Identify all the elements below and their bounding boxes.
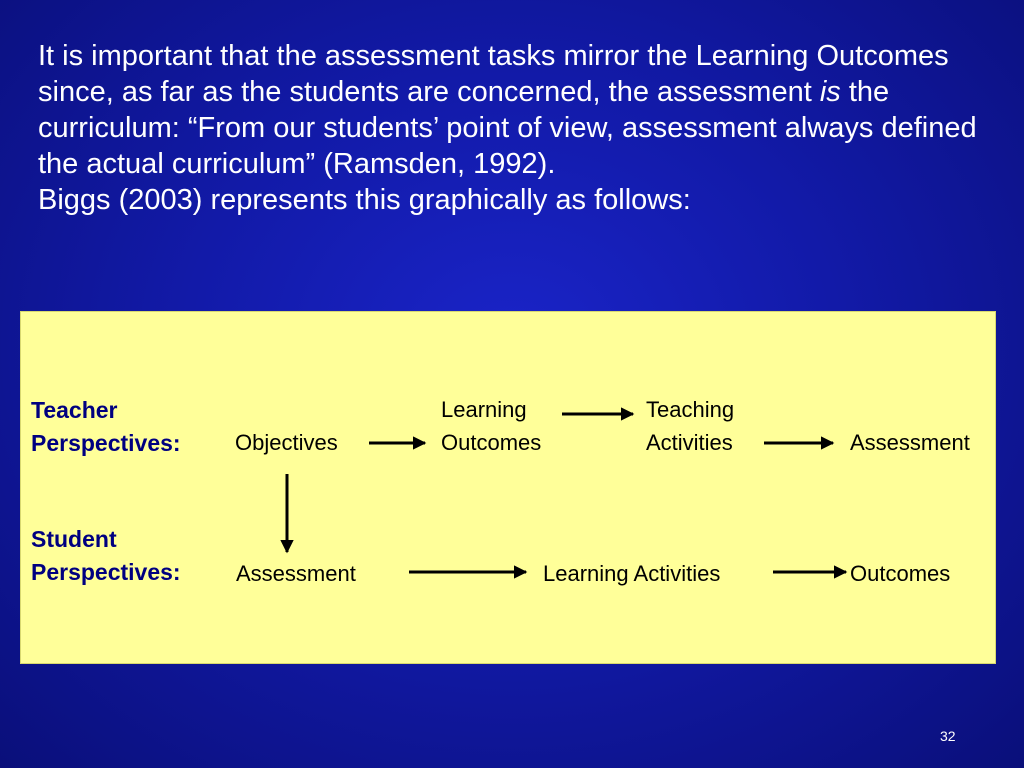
constructive-alignment-diagram xyxy=(20,311,996,664)
intro-text xyxy=(38,38,998,218)
student-outcomes-label: Outcomes xyxy=(850,561,951,586)
student-learning-activities-label: Learning Activities xyxy=(543,561,721,586)
teacher-objectives-label: Objectives xyxy=(235,430,338,455)
teacher-outcomes-label: Outcomes xyxy=(441,430,542,455)
teacher-teaching-label: Teaching xyxy=(646,397,735,422)
intro-biggs-line: Biggs (2003) represents this graphically as follows: xyxy=(38,184,691,216)
intro-sentence-start: It is important that the assessment tasks mirror the Learning Outcomes since, as far as the students are concerned, the assessment xyxy=(38,40,949,108)
teacher-heading-line1: Teacher xyxy=(31,397,118,423)
page-number: 32 xyxy=(940,728,956,744)
teacher-activities-label: Activities xyxy=(646,430,733,455)
student-heading-line2: Perspectives: xyxy=(31,559,181,585)
teacher-heading-line2: Perspectives: xyxy=(31,430,181,456)
intro-italic-is: is xyxy=(819,76,841,108)
student-assessment-label: Assessment xyxy=(236,561,356,586)
diagram-arrows xyxy=(21,312,997,665)
student-heading-line1: Student xyxy=(31,526,117,552)
teacher-assessment-label: Assessment xyxy=(850,430,970,455)
intro-paragraph xyxy=(38,38,998,182)
intro-sentence-end: the curriculum: “From our students’ point of view, assessment always defined the actual curriculum” (Ramsden, 1992). xyxy=(38,76,977,180)
teacher-learning-label: Learning xyxy=(441,397,527,422)
